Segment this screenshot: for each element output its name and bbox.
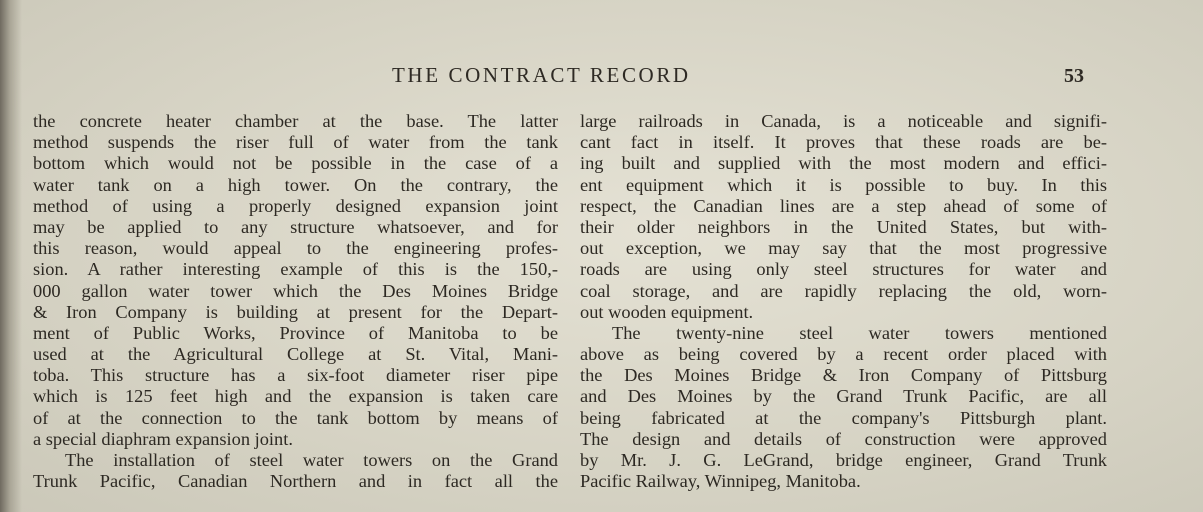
- text-line: coal storage, and are rapidly replacing the old, worn-: [580, 280, 1107, 301]
- text-line: & Iron Company is building at present for the Depart-: [33, 301, 558, 322]
- left-column: [33, 111, 558, 492]
- page-number: 53: [1064, 65, 1084, 87]
- text-line: toba. This structure has a six-foot diameter riser pipe: [33, 365, 558, 386]
- page-header: [0, 63, 1203, 89]
- running-title: THE CONTRACT RECORD: [392, 63, 691, 87]
- text-line: Pacific Railway, Winnipeg, Manitoba.: [580, 471, 861, 492]
- text-line: above as being covered by a recent order placed with: [580, 344, 1107, 365]
- text-line: The twenty-nine steel water towers mentioned: [612, 322, 1107, 343]
- text-line: bottom which would not be possible in the case of a: [33, 153, 558, 174]
- text-line: The installation of steel water towers on the Grand: [65, 450, 558, 470]
- text-line: being fabricated at the company's Pittsburgh plant.: [580, 407, 1107, 428]
- text-line: method suspends the riser full of water from the tank: [33, 132, 558, 153]
- text-line: method of using a properly designed expansion joint: [33, 195, 558, 216]
- text-line: out wooden equipment.: [580, 301, 754, 322]
- text-line: a special diaphram expansion joint.: [33, 428, 293, 449]
- text-line: sion. A rather interesting example of this is the 150,-: [33, 259, 558, 280]
- text-line: the concrete heater chamber at the base. The latter: [33, 111, 558, 131]
- text-line: ment of Public Works, Province of Manitoba to be: [33, 322, 558, 343]
- text-line: by Mr. J. G. LeGrand, bridge engineer, Grand Trunk: [580, 450, 1107, 470]
- text-line: and Des Moines by the Grand Trunk Pacific, are all: [580, 386, 1107, 407]
- text-line: may be applied to any structure whatsoever, and for: [33, 216, 558, 237]
- text-line: out exception, we may say that the most progressive: [580, 238, 1107, 259]
- text-line: ing built and supplied with the most modern and effici-: [580, 153, 1107, 174]
- text-line: roads are using only steel structures for water and: [580, 259, 1107, 280]
- text-line: this reason, would appeal to the engineering profes-: [33, 238, 558, 259]
- text-line: cant fact in itself. It proves that these roads are be-: [580, 132, 1107, 153]
- text-line: The design and details of construction were approved: [580, 428, 1107, 449]
- text-line: large railroads in Canada, is a noticeable and signifi-: [580, 111, 1107, 131]
- text-line: 000 gallon water tower which the Des Moines Bridge: [33, 280, 558, 301]
- text-line: water tank on a high tower. On the contrary, the: [33, 174, 558, 195]
- text-line: used at the Agricultural College at St. Vital, Mani-: [33, 344, 558, 365]
- text-line: their older neighbors in the United States, but with-: [580, 216, 1107, 237]
- text-line: Trunk Pacific, Canadian Northern and in fact all the: [33, 471, 558, 492]
- text-line: the Des Moines Bridge & Iron Company of Pittsburg: [580, 365, 1107, 386]
- text-line: which is 125 feet high and the expansion is taken care: [33, 386, 558, 407]
- text-line: of at the connection to the tank bottom by means of: [33, 407, 558, 428]
- text-line: ent equipment which it is possible to buy. In this: [580, 174, 1107, 195]
- right-column: [580, 111, 1107, 492]
- text-line: respect, the Canadian lines are a step ahead of some of: [580, 195, 1107, 216]
